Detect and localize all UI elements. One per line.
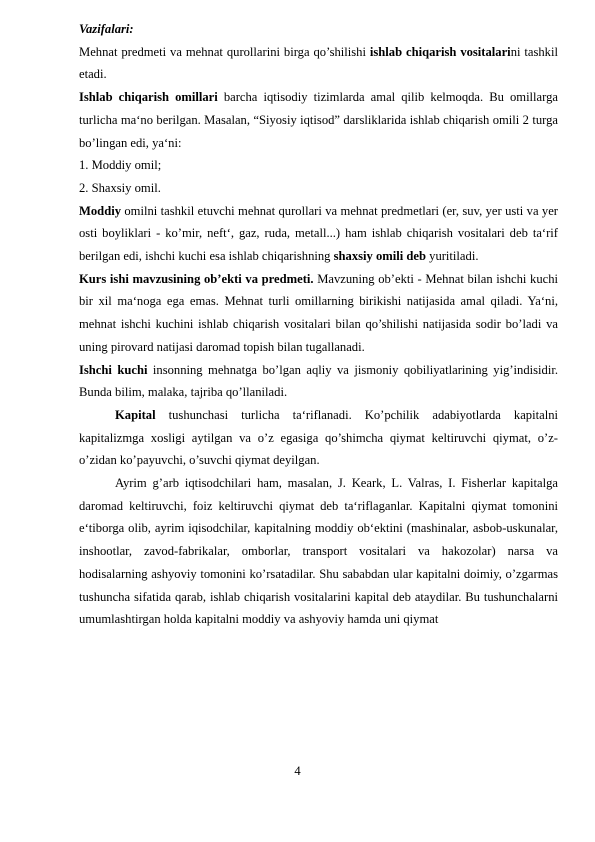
text-run: omilni tashkil etuvchi mehnat qurollari va mehnat predmetlari (er, suv, yer usti va yer osti boyliklari - ko’mir, neft‘, gaz, ruda, metall...) ham ishlab chiqarish vositalari deb ta‘rif berilgan edi, ishchi kuchi esa ishlab chiqarishning bbox=[79, 203, 558, 264]
text-run: Mavzuning ob’ekti - Mehnat bilan ishchi kuchi bir xil ma‘noga ega emas. Mehnat turli omillarning birikishi natijasida amal qiladi. Ya‘ni, mehnat ishchi kuchini ishlab chiqarish vositalari bilan qo’shilishi natijasida sodir bo’ladi va uning pirovard natijasi daromad topish bilan tugallanadi. bbox=[79, 271, 559, 354]
page-number: 4 bbox=[294, 764, 301, 778]
paragraph-means-of-production bbox=[79, 41, 558, 86]
list-item: 2. Shaxsiy omil. bbox=[79, 180, 161, 195]
text-run: tushunchasi turlicha ta‘riflanadi. Ko’pchilik adabiyotlarda kapitalni kapitalizmga xosligi aytilgan va o’z egasiga qo’shimcha qiymat keltiruvchi qiymat, o’z-o’zidan ko’payuvchi, o’suvchi qiymat deyilgan. bbox=[79, 407, 558, 468]
text-run: yuritiladi. bbox=[426, 249, 479, 264]
paragraph-object-subject bbox=[79, 268, 558, 359]
paragraph-material-factor bbox=[79, 200, 558, 268]
bold-term: shaxsiy omili deb bbox=[333, 249, 426, 264]
paragraph-western-economists bbox=[79, 472, 558, 631]
text-run: Mehnat predmeti va mehnat qurollarini birga qo’shilishi bbox=[79, 44, 370, 59]
bold-term: Kapital bbox=[115, 407, 156, 422]
text-run: barcha iqtisodiy tizimlarda amal qilib kelmoqda. Bu omillarga turlicha ma‘no berilgan. Masalan, “Siyosiy iqtisod” darsliklarida ishlab chiqarish omili 2 turga bo’lingan edi, ya‘ni: bbox=[79, 90, 559, 150]
text-run: Ayrim g’arb iqtisodchilari ham, masalan, J. Keark, L. Valras, I. Fisherlar kapitalga daromad keltiruvchi, foiz keltiruvchi qiymat deb ta‘riflaganlar. Kapitalni qiymat tomonini e‘tiborga olib, ayrim iqisodchilar, kapitalning moddiy ob‘ektini (mashinalar, asbob-uskunalar, inshootlar, zavod-fabrikalar, omborlar, transport vositalari va hakozolar) narsa va hodisalarning ashyoviy tomonini ko’rsatadilar. Shu sababdan ular kapitalni doimiy, o’zgarmas tushuncha sifatida qarab, ishlab chiqarish vositalarini kapital deb ataydilar. Bu tushunchalarni umumlashtirgan holda kapitalni moddiy va ashyoviy hamda uni qiymat bbox=[79, 476, 558, 627]
bold-term: Ishchi kuchi bbox=[79, 362, 148, 377]
document-page bbox=[79, 18, 558, 631]
bold-term: Kurs ishi mavzusining ob’ekti va predmeti. bbox=[79, 271, 314, 286]
bold-term: ishlab chiqarish vositalari bbox=[369, 44, 511, 59]
paragraph-production-factors bbox=[79, 86, 558, 154]
paragraph-capital bbox=[79, 404, 558, 472]
heading-text: Vazifalari: bbox=[79, 22, 134, 36]
section-heading bbox=[79, 18, 558, 41]
text-run: insonning mehnatga bo’lgan aqliy va jismoniy qobiliyatlarining yig’indisidir. Bunda bilim, malaka, tajriba qo’llaniladi. bbox=[79, 362, 558, 400]
text-run: ni tashkil etadi. bbox=[79, 44, 558, 82]
bold-term: Ishlab chiqarish omillari bbox=[79, 90, 218, 105]
list-item: 1. Moddiy omil; bbox=[79, 158, 162, 173]
bold-term: Moddiy bbox=[79, 203, 121, 218]
paragraph-labor-force bbox=[79, 359, 558, 404]
